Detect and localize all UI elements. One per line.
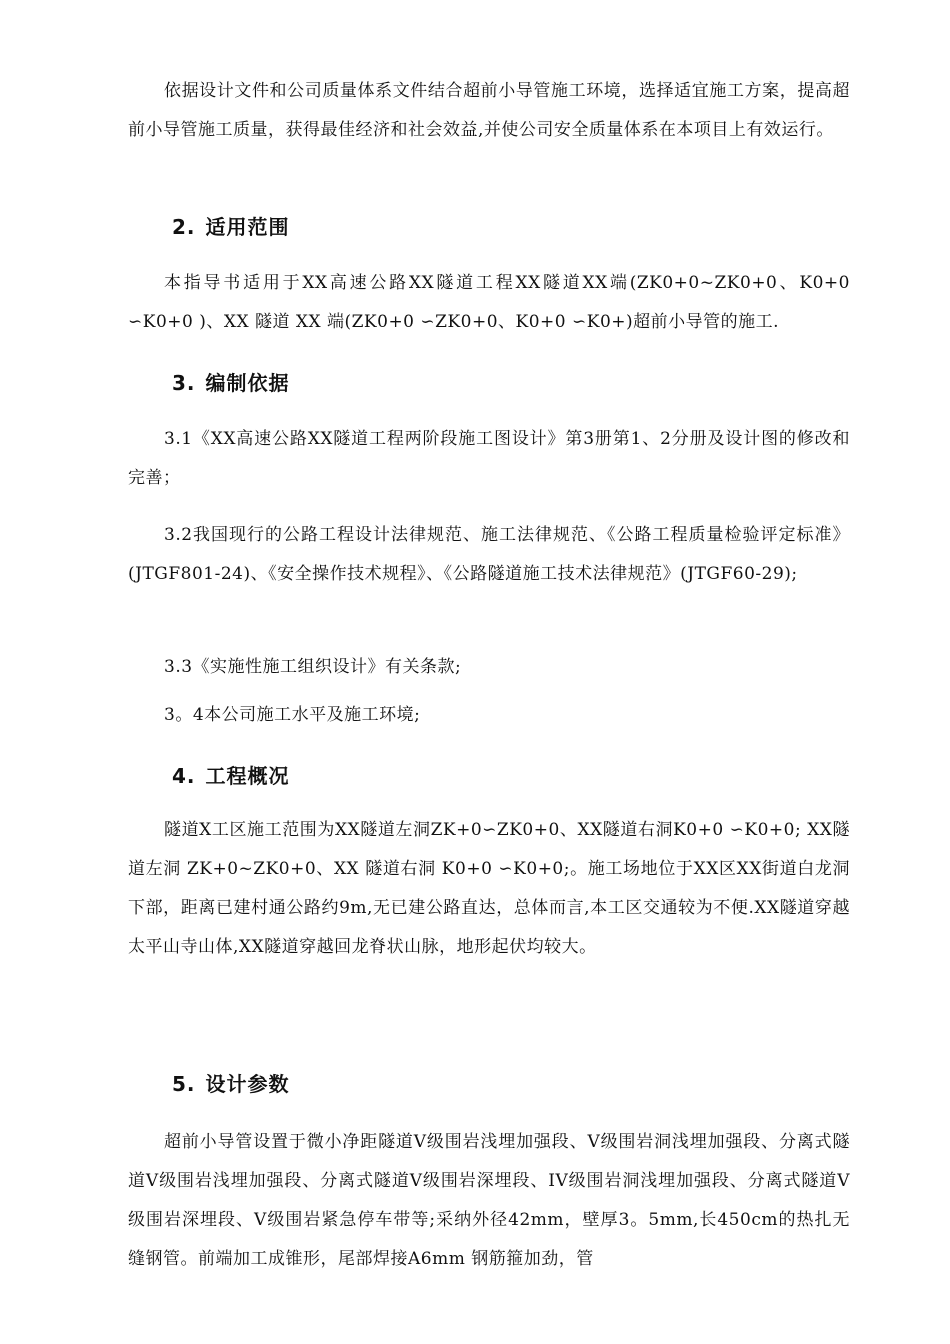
section-4-paragraph: 隧道X工区施工范围为XX隧道左洞ZK+0∽ZK0+0、XX隧道右洞K0+0 ∽K0+0; XX隧道左洞 ZK+0~ZK0+0、XX 隧道右洞 K0+0 ∽K0+0;。施工场地位于XX区XX街道白龙洞下部，距离已建村通公路约9m,无已建公路直达，总体而言,本工区交通较为不便.XX隧道穿越太平山寺山体,XX隧道穿越回龙脊状山脉，地形起伏均较大。 [128, 820, 850, 957]
section-3-item-3: 3.3《实施性施工组织设计》有关条款; [164, 657, 462, 677]
section-4-number: 4. [172, 764, 196, 788]
section-5-title: 设计参数 [205, 1072, 290, 1096]
section-3-title: 编制依据 [205, 371, 290, 395]
section-5-number: 5. [172, 1072, 196, 1096]
intro-paragraph: 依据设计文件和公司质量体系文件结合超前小导管施工环境，选择适宜施工方案，提高超前小导管施工质量，获得最佳经济和社会效益,并使公司安全质量体系在本项目上有效运行。 [128, 81, 850, 140]
section-2-title: 适用范围 [205, 215, 290, 239]
section-2-heading [172, 212, 290, 242]
section-3-number: 3. [172, 371, 196, 395]
section-3-item-1: 3.1《XX高速公路XX隧道工程两阶段施工图设计》第3册第1、2分册及设计图的修改和完善； [128, 429, 850, 488]
section-3-item-2: 3.2我国现行的公路工程设计法律规范、施工法律规范、《公路工程质量检验评定标准》(JTGF801-24)、《安全操作技术规程》、《公路隧道施工技术法律规范》(JTGF60-29); [128, 525, 850, 584]
section-4-heading [172, 761, 290, 791]
section-3-item-4: 3。4本公司施工水平及施工环境; [164, 705, 421, 725]
section-2-paragraph: 本指导书适用于XX高速公路XX隧道工程XX隧道XX端(ZK0+0~ZK0+0、K0+0 ∽K0+0 )、XX 隧道 XX 端(ZK0+0 ∽ZK0+0、K0+0 ∽K0+)超前小导管的施工. [128, 273, 850, 332]
section-5-heading [172, 1069, 290, 1099]
section-5-paragraph: 超前小导管设置于微小净距隧道V级围岩浅埋加强段、V级围岩洞浅埋加强段、分离式隧道V级围岩浅埋加强段、分离式隧道V级围岩深埋段、IV级围岩洞浅埋加强段、分离式隧道V级围岩深埋段、V级围岩紧急停车带等;采纳外径42mm，壁厚3。5mm,长450cm的热扎无缝钢管。前端加工成锥形，尾部焊接A6mm 钢筋箍加劲，管 [128, 1132, 850, 1269]
section-2-number: 2. [172, 215, 196, 239]
section-4-title: 工程概况 [205, 764, 290, 788]
section-3-heading [172, 368, 290, 398]
